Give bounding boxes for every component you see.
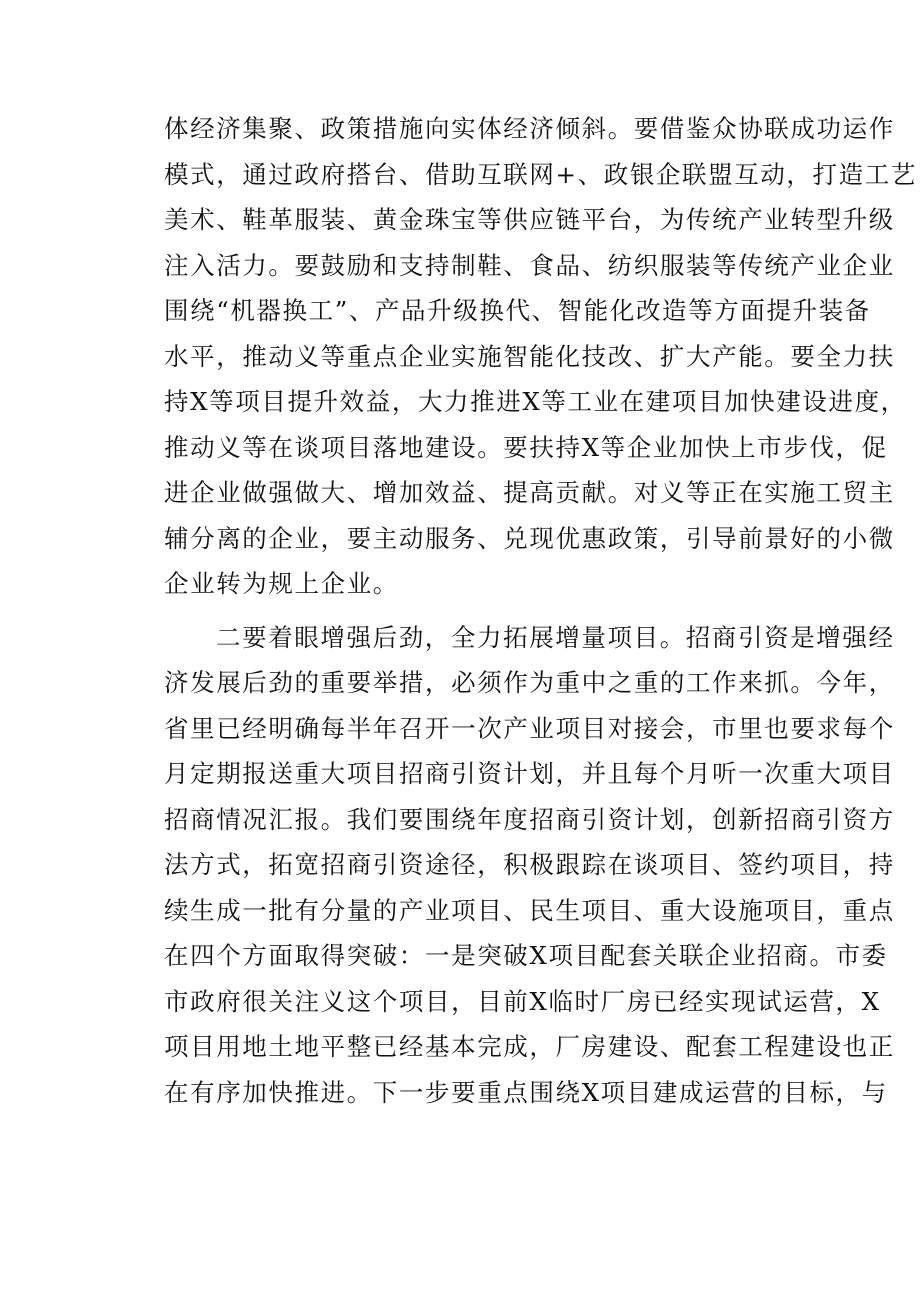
text-line: 水平，推动义等重点企业实施智能化技改、扩大产能。要全力扶: [164, 341, 895, 371]
paragraph-2: [164, 615, 895, 1116]
text-line: 续生成一批有分量的产业项目、民生项目、重大设施项目，重点: [164, 895, 895, 925]
text-line: 项目用地土地平整已经基本完成，厂房建设、配套工程建设也正: [164, 1032, 895, 1061]
paragraph-gap: [164, 607, 800, 615]
text-line: 法方式，拓宽招商引资途径，积极跟踪在谈项目、签约项目，持: [164, 850, 895, 879]
text-line: 推动义等在谈项目落地建设。要扶持X等企业加快上市步伐，促: [164, 432, 888, 462]
text-line: 美术、鞋革服装、黄金珠宝等供应链平台，为传统产业转型升级: [164, 205, 895, 234]
text-line: 进企业做强做大、增加效益、提高贡献。对义等正在实施工贸主: [164, 478, 895, 507]
text-line: 省里已经明确每半年召开一次产业项目对接会，市里也要求每个: [164, 713, 895, 743]
text-line: 辅分离的企业，要主动服务、兑现优惠政策，引导前景好的小微: [164, 523, 895, 553]
document-body: [164, 106, 917, 1115]
text-line-indented: [164, 615, 895, 661]
text-line: 招商情况汇报。我们要围绕年度招商引资计划，创新招商引资方: [164, 804, 895, 834]
text-line: 在有序加快推进。下一步要重点围绕X项目建成运营的目标，与: [164, 1077, 888, 1107]
text-line: 月定期报送重大项目招商引资计划，并且每个月听一次重大项目: [164, 759, 895, 788]
text-line-content: 二要着眼增强后劲，全力拓展增量项目。招商引资是增强经: [216, 622, 895, 652]
paragraph-1: [164, 106, 917, 607]
text-line: 体经济集聚、政策措施向实体经济倾斜。要借鉴众协联成功运作: [164, 114, 895, 143]
text-line: 围绕“机器换工”、产品升级换代、智能化改造等方面提升装备: [164, 296, 871, 325]
text-line: 市政府很关注义这个项目，目前X临时厂房已经实现试运营，X: [164, 986, 881, 1016]
text-line: 企业转为规上企业。: [164, 569, 399, 598]
text-line: 在四个方面取得突破：一是突破X项目配套关联企业招商。市委: [164, 941, 888, 970]
text-line: 注入活力。要鼓励和支持制鞋、食品、纺织服装等传统产业企业: [164, 250, 895, 280]
text-line: 模式，通过政府搭台、借助互联网+、政银企联盟互动，打造工艺: [164, 159, 917, 189]
text-line: 持X等项目提升效益，大力推进X等工业在建项目加快建设进度，: [164, 387, 907, 416]
text-line: 济发展后劲的重要举措，必须作为重中之重的工作来抓。今年，: [164, 668, 895, 697]
